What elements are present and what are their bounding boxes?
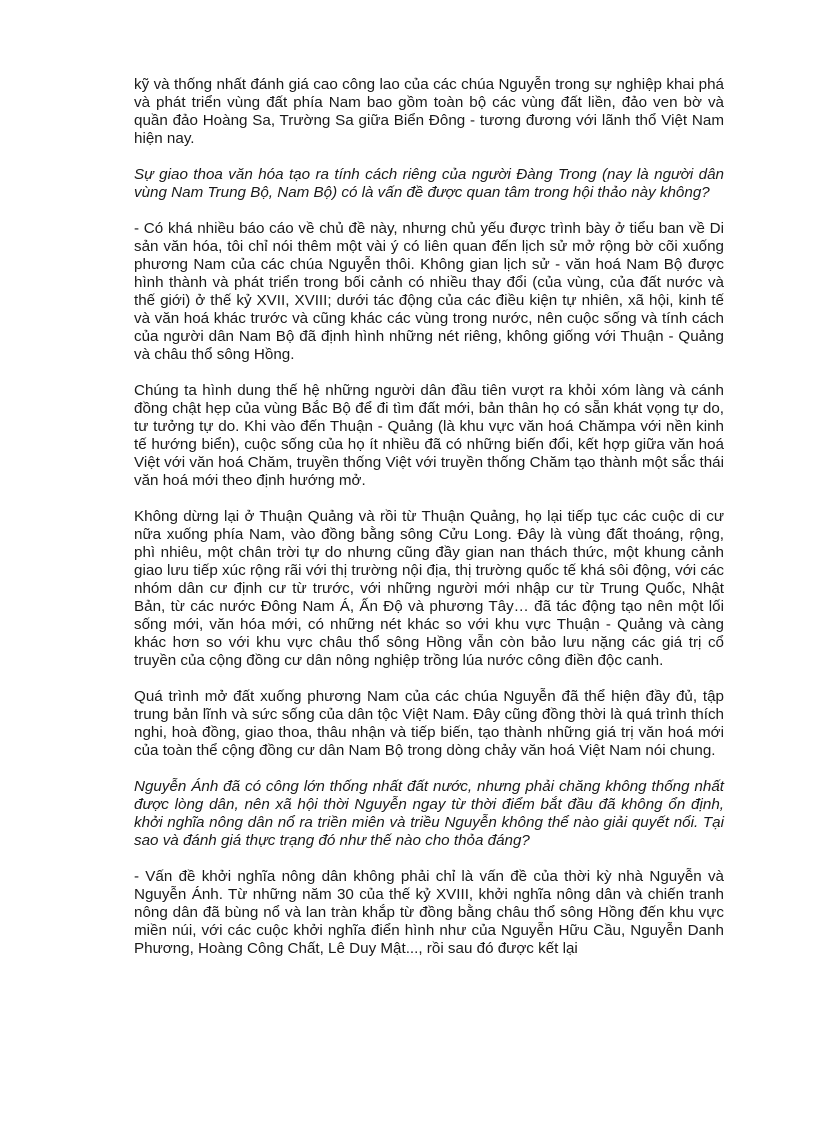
question-paragraph-1: Sự giao thoa văn hóa tạo ra tính cách riêng của người Đàng Trong (nay là người dân vùng Nam Trung Bộ, Nam Bộ) có là vấn đề được quan tâm trong hội thảo này không? [134, 166, 724, 201]
document-page [134, 76, 724, 976]
paragraph-5: Không dừng lại ở Thuận Quảng và rồi từ Thuận Quảng, họ lại tiếp tục các cuộc di cư nữa xuống phía Nam, vào đồng bằng sông Cửu Long. Đây là vùng đất thoáng, rộng, phì nhiêu, một chân trời tự do nhưng cũng đầy gian nan thách thức, một khung cảnh giao lưu tiếp xúc rộng rãi với thị trường nội địa, thị trường quốc tế khá sôi động, với các nhóm dân cư định cư từ trước, với những người mới nhập cư từ Trung Quốc, Nhật Bản, từ các nước Đông Nam Á, Ấn Độ và phương Tây… đã tác động tạo nên một lối sống mới, văn hóa mới, có những nét khác so với khu vực Thuận - Quảng và càng khác hơn so với khu vực châu thổ sông Hồng vẫn còn bảo lưu nặng các giá trị cổ truyền của cộng đồng cư dân nông nghiệp trồng lúa nước công điền độc canh. [134, 508, 724, 669]
answer-paragraph-2: - Vấn đề khởi nghĩa nông dân không phải chỉ là vấn đề của thời kỳ nhà Nguyễn và Nguyễn Ánh. Từ những năm 30 của thế kỷ XVIII, khởi nghĩa nông dân và chiến tranh nông dân đã bùng nổ và lan tràn khắp từ đồng bằng châu thổ sông Hồng đến khu vực miền núi, với các cuộc khởi nghĩa điển hình như của Nguyễn Hữu Cầu, Nguyễn Danh Phương, Hoàng Công Chất, Lê Duy Mật..., rồi sau đó được kết lại [134, 868, 724, 957]
answer-paragraph-1: - Có khá nhiều báo cáo về chủ đề này, nhưng chủ yếu được trình bày ở tiểu ban về Di sản văn hóa, tôi chỉ nói thêm một vài ý có liên quan đến lịch sử mở rộng bờ cõi xuống phương Nam của các chúa Nguyễn thôi. Không gian lịch sử - văn hoá Nam Bộ được hình thành và phát triển trong bối cảnh có nhiều thay đổi (của vùng, của đất nước và thế giới) ở thế kỷ XVII, XVIII; dưới tác động của các điều kiện tự nhiên, xã hội, kinh tế và văn hoá khác trước và cũng khác các vùng trong nước, nên cuộc sống và tính cách của người dân Nam Bộ đã định hình những nét riêng, không giống với Thuận - Quảng và châu thổ sông Hồng. [134, 220, 724, 363]
question-paragraph-2: Nguyễn Ánh đã có công lớn thống nhất đất nước, nhưng phải chăng không thống nhất được lòng dân, nên xã hội thời Nguyễn ngay từ thời điểm bắt đầu đã không ổn định, khởi nghĩa nông dân nổ ra triền miên và triều Nguyễn không thể nào giải quyết nổi. Tại sao và đánh giá thực trạng đó như thế nào cho thỏa đáng? [134, 778, 724, 849]
paragraph-4: Chúng ta hình dung thế hệ những người dân đầu tiên vượt ra khỏi xóm làng và cánh đồng chật hẹp của vùng Bắc Bộ để đi tìm đất mới, bản thân họ có sẵn khát vọng tự do, tư tưởng tự do. Khi vào đến Thuận - Quảng (là khu vực văn hoá Chămpa với nền kinh tế hướng biển), cuộc sống của họ ít nhiều đã có những biến đổi, kết hợp giữa văn hoá Việt với văn hoá Chăm, truyền thống Việt với truyền thống Chăm tạo thành một sắc thái văn hoá mới theo định hướng mở. [134, 382, 724, 489]
paragraph-6: Quá trình mở đất xuống phương Nam của các chúa Nguyễn đã thể hiện đầy đủ, tập trung bản lĩnh và sức sống của dân tộc Việt Nam. Đây cũng đồng thời là quá trình thích nghi, hoà đồng, giao thoa, thâu nhận và tiếp biến, tạo thành những giá trị văn hoá mới của toàn thể cộng đồng cư dân Nam Bộ trong dòng chảy văn hoá Việt Nam nói chung. [134, 688, 724, 759]
paragraph-1: kỹ và thống nhất đánh giá cao công lao của các chúa Nguyễn trong sự nghiệp khai phá và phát triển vùng đất phía Nam bao gồm toàn bộ các vùng đất liền, đảo ven bờ và quần đảo Hoàng Sa, Trường Sa giữa Biển Đông - tương đương với lãnh thổ Việt Nam hiện nay. [134, 76, 724, 147]
